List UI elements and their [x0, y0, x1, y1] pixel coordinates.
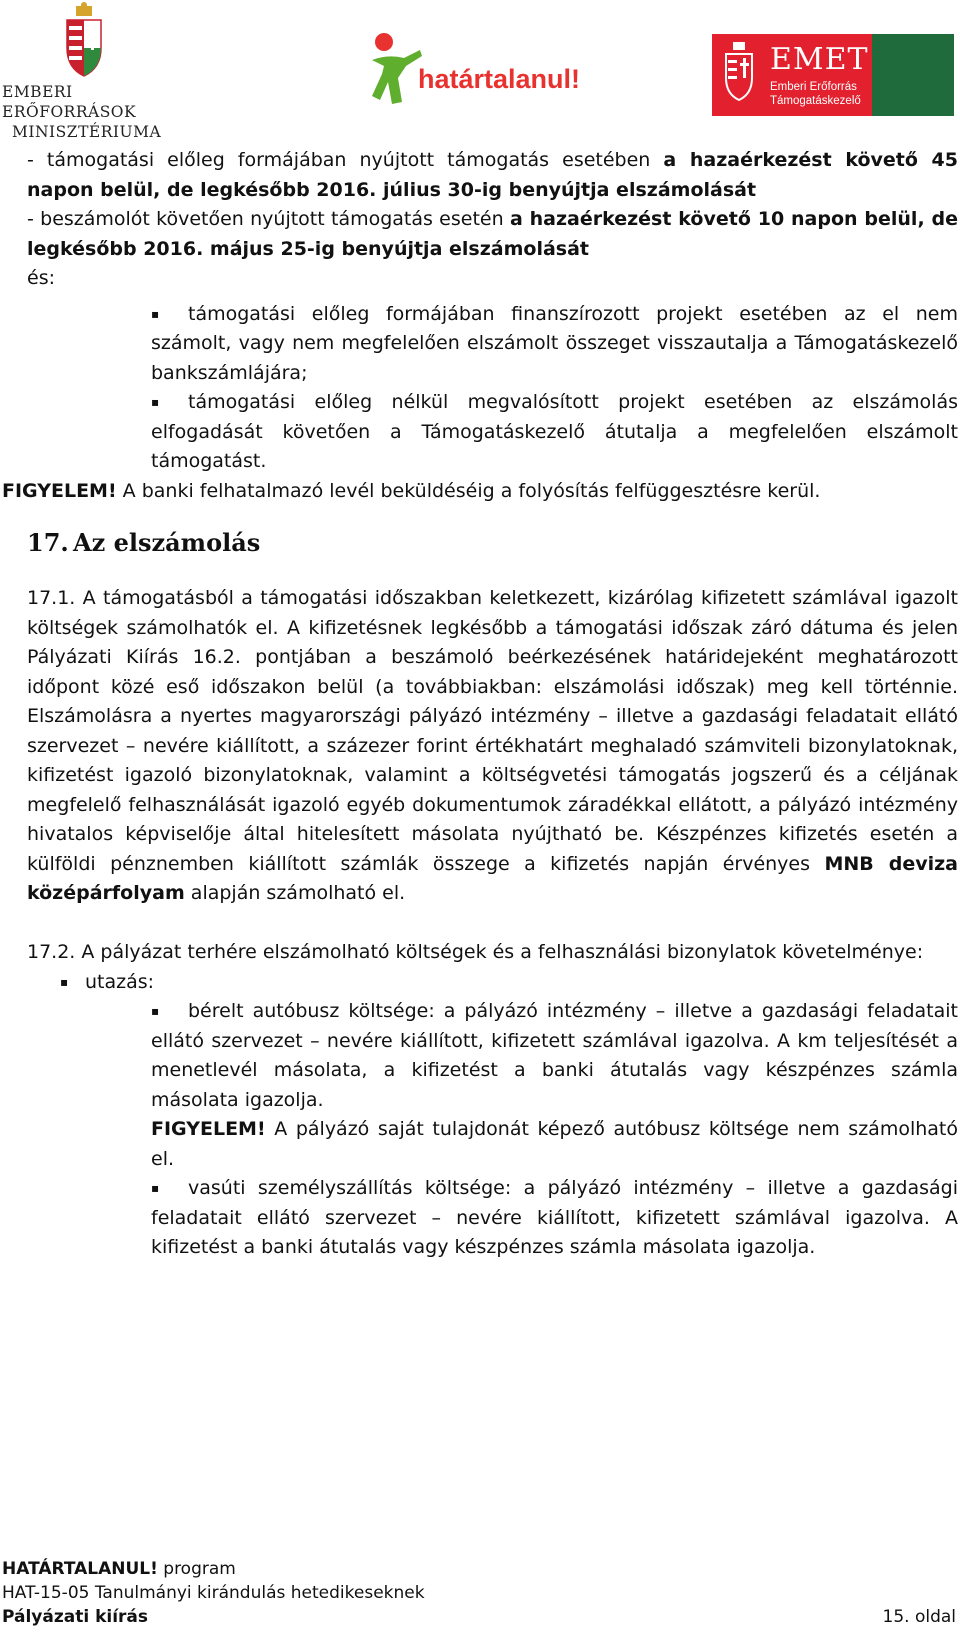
- bullet-square-icon: ▪: [60, 974, 69, 989]
- section-number: 17.: [27, 528, 69, 557]
- bullet-square-icon: ▪: [151, 1004, 160, 1018]
- hatartalanul-logo: [368, 30, 588, 110]
- emet-logo: [712, 34, 954, 116]
- page-header: [0, 0, 960, 141]
- intro-paragraph-1: [27, 146, 958, 205]
- s17-1-bold: MNB deviza középárfolyam: [27, 852, 958, 904]
- bus-text: bérelt autóbusz költsége: a pályázó intézmény – illetve a gazdasági feladatait ellátó szervezet – nevére kiállított, kifizetett számlával igazolva. A km teljesítését a menetlevél másolata, a kifizetést a banki átutalás vagy készpénzes számla másolata igazolja.: [151, 1000, 958, 1111]
- bus-warning-text: A pályázó saját tulajdonát képező autóbusz költsége nem számolható el.: [151, 1118, 958, 1170]
- intro-paragraph-2: [27, 205, 958, 264]
- bullet-square-icon: ▪: [151, 395, 160, 409]
- emet-crest-icon: [724, 42, 754, 102]
- document-body: [2, 146, 959, 1263]
- bus-warning: [27, 1115, 958, 1174]
- bullet-2-text: támogatási előleg nélkül megvalósított projekt esetében az elszámolás elfogadását követően a Támogatáskezelő átutalja a megfelelően elszámolt támogatást.: [151, 391, 958, 472]
- utazas-label: utazás:: [85, 970, 155, 993]
- footer-subtitle: HAT-15-05 Tanulmányi kirándulás hetedikeseknek: [2, 1583, 425, 1603]
- page-footer: [2, 1557, 956, 1629]
- footer-page-number: 15. oldal: [882, 1607, 956, 1627]
- intro-es: és:: [27, 267, 55, 289]
- emmi-logo-line1: EMBERI ERŐFORRÁSOK: [2, 83, 137, 121]
- hatartalanul-logo-text: határtalanul!: [418, 64, 581, 94]
- list-item-utazas: [27, 968, 958, 998]
- intro-p2-bold: a hazaérkezést követő 10 napon belül, de legkésőbb 2016. május 25-ig benyújtja elszámolását: [27, 208, 959, 260]
- section-heading: [27, 526, 958, 560]
- footer-program-bold: HATÁRTALANUL!: [2, 1559, 158, 1579]
- bus-warning-label: FIGYELEM!: [151, 1118, 266, 1140]
- warning-line: [2, 477, 958, 507]
- section-title: Az elszámolás: [73, 528, 261, 557]
- emmi-logo-line2: MINISZTÉRIUMA: [12, 123, 162, 141]
- bullet-square-icon: ▪: [151, 1181, 160, 1195]
- bullet-1-text: támogatási előleg formájában finanszírozott projekt esetében az el nem számolt, vagy nem megfelelően elszámolt összeget visszautalja a Támogatáskezelő bankszámlájára;: [151, 302, 958, 384]
- footer-doc-title: Pályázati kiírás: [2, 1607, 149, 1627]
- intro-p1-bold: a hazaérkezést követő 45 napon belül, de legkésőbb 2016. július 30-ig benyújtja elszámolását: [27, 149, 958, 201]
- emet-logo-sub2: Támogatáskezelő: [770, 95, 861, 107]
- intro-p2-text: - beszámolót követően nyújtott támogatás esetén: [27, 208, 510, 230]
- list-item-bullet-2: [27, 388, 958, 477]
- emet-logo-title: EMET: [770, 42, 869, 77]
- emet-logo-green-block: [872, 34, 954, 116]
- bullet-square-icon: ▪: [151, 306, 160, 321]
- warning-label: FIGYELEM!: [2, 479, 117, 502]
- footer-program: [2, 1557, 956, 1581]
- emmi-logo: [2, 2, 172, 141]
- list-item-bullet-1: [27, 300, 958, 389]
- section-17-1-paragraph: [27, 584, 958, 909]
- intro-p1-text: - támogatási előleg formájában nyújtott támogatás esetében: [27, 149, 664, 171]
- footer-program-rest: program: [157, 1559, 236, 1579]
- section-17-2-intro: 17.2. A pályázat terhére elszámolható költségek és a felhasználási bizonylatok követelménye:: [27, 941, 924, 963]
- list-item-bus: [27, 997, 958, 1115]
- emet-logo-subtitle: [770, 80, 861, 108]
- emmi-logo-text: [2, 82, 177, 142]
- emet-logo-sub1: Emberi Erőforrás: [770, 81, 857, 93]
- s17-1-text-b: alapján számolható el.: [184, 882, 406, 904]
- hatartalanul-figure-icon: [368, 30, 424, 110]
- s17-1-text-a: 17.1. A támogatásból a támogatási időszakban keletkezett, kizárólag kifizetett számlával igazolt költségek számolhatók el. A kifizetésnek legkésőbb a támogatási időszak záró dátuma és jelen Pályázati Kiírás 16.2. pontjában a beszámoló beérkezésének határidejeként meghatározott időpont közé eső időszakon belül (a továbbiakban: elszámolási időszak) meg kell történnie. Elszámolásra a nyertes magyarországi pályázó intézmény – illetve a gazdasági feladatait ellátó szervezet – nevére kiállított, a százezer forint értékhatárt meghaladó számviteli bizonylatoknak, kifizetést igazoló bizonylatoknak, valamint a költségvetési támogatás jogszerű és a céljának megfelelő felhasználását igazoló egyéb dokumentumok záradékkal ellátott, a pályázó intézmény hivatalos képviselője által hitelesített másolata nyújtható be. Készpénzes kifizetés esetén a külföldi pénznemben kiállított számlák összege a kifizetés napján érvényes: [27, 587, 958, 875]
- list-item-rail: [27, 1174, 958, 1263]
- warning-text: A banki felhatalmazó levél beküldéséig a folyósítás felfüggesztésre kerül.: [116, 479, 821, 502]
- rail-text: vasúti személyszállítás költsége: a pályázó intézmény – illetve a gazdasági feladatait ellátó szervezet – nevére kiállított, kifizetett számlával igazolva. A kifizetést a banki átutalás vagy készpénzes számla másolata igazolja.: [151, 1177, 958, 1258]
- hungarian-coat-of-arms-icon: [64, 2, 104, 80]
